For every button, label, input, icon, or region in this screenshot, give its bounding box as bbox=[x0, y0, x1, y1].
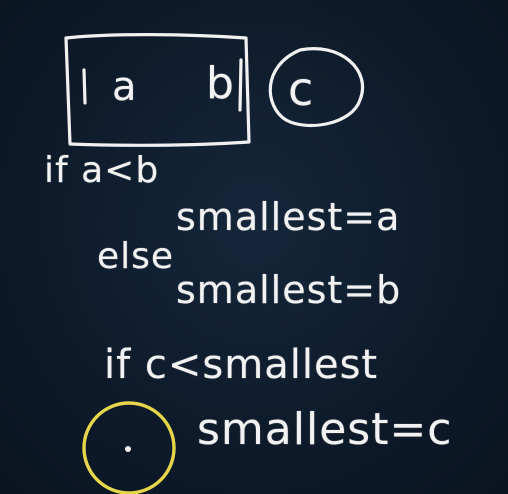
code-line-if-c-less-smallest: if c<smallest bbox=[104, 342, 379, 388]
code-line-smallest-c: smallest=c bbox=[197, 404, 453, 455]
code-line-else: else bbox=[97, 236, 175, 277]
code-line-if-a-less-b: if a<b bbox=[44, 150, 160, 191]
code-line-smallest-a: smallest=a bbox=[176, 195, 401, 239]
cursor-dot bbox=[125, 446, 131, 452]
value-circle bbox=[270, 49, 362, 126]
array-cell-a: a bbox=[112, 64, 138, 110]
array-divider-right bbox=[240, 60, 241, 110]
array-cell-b: b bbox=[206, 58, 235, 109]
array-divider-left bbox=[84, 70, 85, 103]
separate-value-c: c bbox=[288, 62, 315, 116]
code-line-smallest-b: smallest=b bbox=[176, 268, 402, 312]
